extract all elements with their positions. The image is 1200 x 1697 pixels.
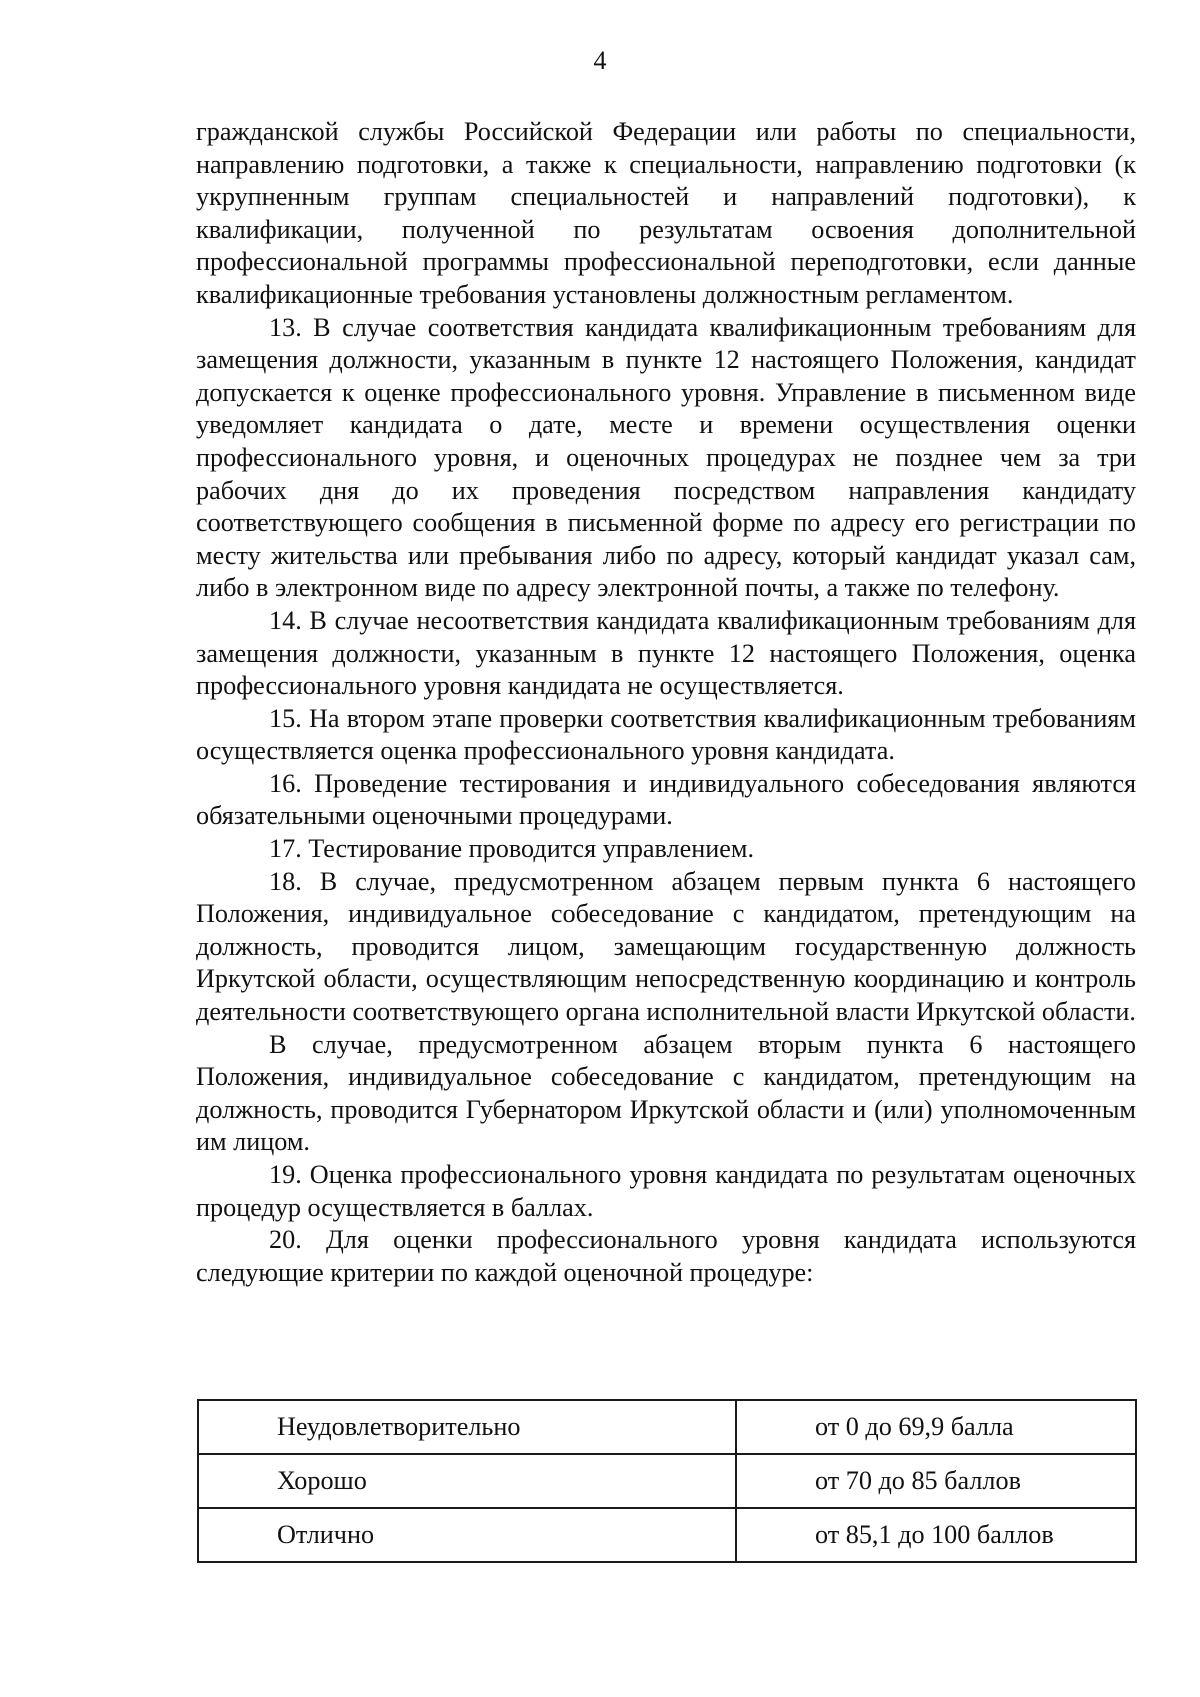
paragraph-item-13: 13. В случае соответствия кандидата квалификационным требованиям для замещения должности, указанным в пункте 12 настоящего Положения, кандидат допускается к оценке профессионального уровня. Управление в письменном виде уведомляет кандидата о дате, месте и времени осуществления оценки профессионального уровня, и оценочных процедурах не позднее чем за три рабочих дня до их проведения посредством направления кандидату соответствующего сообщения в письменной форме по адресу его регистрации по месту жительства или пребывания либо по адресу, который кандидат указал сам, либо в электронном виде по адресу электронной почты, а также по телефону. [196,312,1136,603]
criteria-table [197,1399,1137,1563]
paragraph-item-18-second: В случае, предусмотренном абзацем вторым пункта 6 настоящего Положения, индивидуальное собеседование с кандидатом, претендующим на должность, проводится Губернатором Иркутской области и (или) уполномоченным им лицом. [196,1029,1136,1157]
rating-cell: Неудовлетворительно [198,1400,736,1454]
paragraph-item-20: 20. Для оценки профессионального уровня кандидата используются следующие критерии по каждой оценочной процедуре: [196,1225,1136,1287]
rating-cell: Отлично [198,1508,736,1562]
table-row [198,1508,1136,1562]
table-row [198,1454,1136,1508]
paragraph-continuation: гражданской службы Российской Федерации или работы по специальности, направлению подготовки, а также к специальности, направлению подготовки (к укрупненным группам специальностей и направлений подготовки), к квалификации, полученной по результатам освоения дополнительной профессиональной программы профессиональной переподготовки, если данные квалификационные требования установлены должностным регламентом. [196,117,1136,309]
score-range-cell: от 0 до 69,9 балла [736,1400,1136,1454]
page-number: 4 [593,46,607,75]
paragraph-item-18: 18. В случае, предусмотренном абзацем первым пункта 6 настоящего Положения, индивидуальное собеседование с кандидатом, претендующим на должность, проводится лицом, замещающим государственную должность Иркутской области, осуществляющим непосредственную координацию и контроль деятельности соответствующего органа исполнительной власти Иркутской области. [196,866,1136,1027]
table-row [198,1400,1136,1454]
document-body [196,116,1136,1289]
score-range-cell: от 70 до 85 баллов [736,1454,1136,1508]
paragraph-item-17: 17. Тестирование проводится управлением. [269,834,755,864]
rating-cell: Хорошо [198,1454,736,1508]
score-range-cell: от 85,1 до 100 баллов [736,1508,1136,1562]
paragraph-item-15: 15. На втором этапе проверки соответствия квалификационным требованиям осуществляется оценка профессионального уровня кандидата. [196,703,1136,766]
paragraph-item-14: 14. В случае несоответствия кандидата квалификационным требованиям для замещения должности, указанным в пункте 12 настоящего Положения, оценка профессионального уровня кандидата не осуществляется. [196,605,1136,701]
paragraph-item-19: 19. Оценка профессионального уровня кандидата по результатам оценочных процедур осуществляется в баллах. [196,1160,1136,1222]
paragraph-item-16: 16. Проведение тестирования и индивидуального собеседования являются обязательными оценочными процедурами. [196,768,1136,831]
